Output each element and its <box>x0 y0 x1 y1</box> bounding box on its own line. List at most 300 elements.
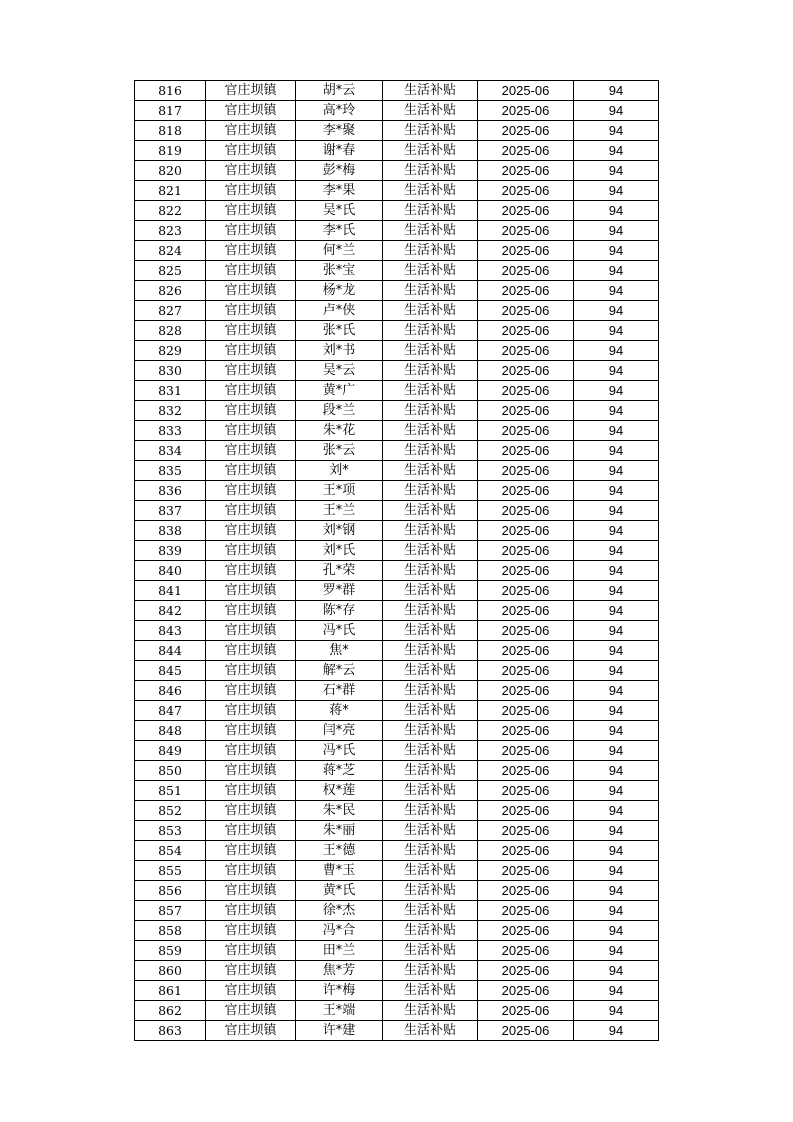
table-row <box>135 601 659 621</box>
month-cell: 2025-06 <box>478 981 574 1001</box>
amount-cell: 94 <box>574 81 659 101</box>
table-row <box>135 681 659 701</box>
row-number-cell: 832 <box>135 401 206 421</box>
subsidy-type-cell: 生活补贴 <box>383 741 478 761</box>
name-cell: 解*云 <box>296 661 383 681</box>
amount-cell: 94 <box>574 461 659 481</box>
row-number-cell: 863 <box>135 1021 206 1041</box>
amount-cell: 94 <box>574 521 659 541</box>
table-row <box>135 881 659 901</box>
row-number-cell: 818 <box>135 121 206 141</box>
amount-cell: 94 <box>574 221 659 241</box>
subsidy-table <box>134 80 659 1041</box>
name-cell: 吴*云 <box>296 361 383 381</box>
table-row <box>135 81 659 101</box>
table-row <box>135 721 659 741</box>
month-cell: 2025-06 <box>478 201 574 221</box>
row-number-cell: 853 <box>135 821 206 841</box>
name-cell: 许*建 <box>296 1021 383 1041</box>
month-cell: 2025-06 <box>478 281 574 301</box>
month-cell: 2025-06 <box>478 341 574 361</box>
subsidy-type-cell: 生活补贴 <box>383 301 478 321</box>
town-cell: 官庄坝镇 <box>206 441 296 461</box>
name-cell: 段*兰 <box>296 401 383 421</box>
subsidy-type-cell: 生活补贴 <box>383 721 478 741</box>
town-cell: 官庄坝镇 <box>206 901 296 921</box>
subsidy-type-cell: 生活补贴 <box>383 181 478 201</box>
row-number-cell: 822 <box>135 201 206 221</box>
table-row <box>135 281 659 301</box>
table-row <box>135 941 659 961</box>
amount-cell: 94 <box>574 781 659 801</box>
town-cell: 官庄坝镇 <box>206 861 296 881</box>
row-number-cell: 845 <box>135 661 206 681</box>
amount-cell: 94 <box>574 921 659 941</box>
town-cell: 官庄坝镇 <box>206 841 296 861</box>
name-cell: 杨*龙 <box>296 281 383 301</box>
town-cell: 官庄坝镇 <box>206 461 296 481</box>
subsidy-type-cell: 生活补贴 <box>383 201 478 221</box>
row-number-cell: 829 <box>135 341 206 361</box>
row-number-cell: 820 <box>135 161 206 181</box>
month-cell: 2025-06 <box>478 241 574 261</box>
subsidy-type-cell: 生活补贴 <box>383 361 478 381</box>
town-cell: 官庄坝镇 <box>206 541 296 561</box>
subsidy-type-cell: 生活补贴 <box>383 701 478 721</box>
name-cell: 黄*广 <box>296 381 383 401</box>
month-cell: 2025-06 <box>478 881 574 901</box>
name-cell: 刘*书 <box>296 341 383 361</box>
month-cell: 2025-06 <box>478 441 574 461</box>
month-cell: 2025-06 <box>478 221 574 241</box>
amount-cell: 94 <box>574 1021 659 1041</box>
month-cell: 2025-06 <box>478 821 574 841</box>
month-cell: 2025-06 <box>478 481 574 501</box>
name-cell: 闫*亮 <box>296 721 383 741</box>
table-row <box>135 621 659 641</box>
table-row <box>135 321 659 341</box>
table-row <box>135 401 659 421</box>
amount-cell: 94 <box>574 701 659 721</box>
month-cell: 2025-06 <box>478 721 574 741</box>
table-row <box>135 141 659 161</box>
month-cell: 2025-06 <box>478 781 574 801</box>
table-row <box>135 261 659 281</box>
table-row <box>135 741 659 761</box>
name-cell: 吴*氏 <box>296 201 383 221</box>
table-row <box>135 981 659 1001</box>
town-cell: 官庄坝镇 <box>206 581 296 601</box>
amount-cell: 94 <box>574 501 659 521</box>
amount-cell: 94 <box>574 981 659 1001</box>
town-cell: 官庄坝镇 <box>206 281 296 301</box>
amount-cell: 94 <box>574 321 659 341</box>
town-cell: 官庄坝镇 <box>206 141 296 161</box>
month-cell: 2025-06 <box>478 141 574 161</box>
month-cell: 2025-06 <box>478 741 574 761</box>
month-cell: 2025-06 <box>478 161 574 181</box>
name-cell: 张*氏 <box>296 321 383 341</box>
month-cell: 2025-06 <box>478 101 574 121</box>
town-cell: 官庄坝镇 <box>206 241 296 261</box>
town-cell: 官庄坝镇 <box>206 361 296 381</box>
row-number-cell: 856 <box>135 881 206 901</box>
month-cell: 2025-06 <box>478 1021 574 1041</box>
row-number-cell: 836 <box>135 481 206 501</box>
town-cell: 官庄坝镇 <box>206 101 296 121</box>
amount-cell: 94 <box>574 381 659 401</box>
amount-cell: 94 <box>574 641 659 661</box>
name-cell: 孔*荣 <box>296 561 383 581</box>
name-cell: 李*氏 <box>296 221 383 241</box>
table-row <box>135 501 659 521</box>
town-cell: 官庄坝镇 <box>206 721 296 741</box>
town-cell: 官庄坝镇 <box>206 701 296 721</box>
month-cell: 2025-06 <box>478 361 574 381</box>
town-cell: 官庄坝镇 <box>206 821 296 841</box>
name-cell: 王*端 <box>296 1001 383 1021</box>
name-cell: 田*兰 <box>296 941 383 961</box>
name-cell: 蒋*芝 <box>296 761 383 781</box>
table-row <box>135 361 659 381</box>
name-cell: 王*项 <box>296 481 383 501</box>
row-number-cell: 838 <box>135 521 206 541</box>
amount-cell: 94 <box>574 261 659 281</box>
table-body <box>135 81 659 1041</box>
table-row <box>135 461 659 481</box>
table-row <box>135 901 659 921</box>
row-number-cell: 831 <box>135 381 206 401</box>
amount-cell: 94 <box>574 941 659 961</box>
month-cell: 2025-06 <box>478 961 574 981</box>
row-number-cell: 842 <box>135 601 206 621</box>
row-number-cell: 826 <box>135 281 206 301</box>
table-row <box>135 641 659 661</box>
table-row <box>135 661 659 681</box>
table-row <box>135 761 659 781</box>
row-number-cell: 817 <box>135 101 206 121</box>
table-row <box>135 341 659 361</box>
month-cell: 2025-06 <box>478 121 574 141</box>
subsidy-type-cell: 生活补贴 <box>383 541 478 561</box>
row-number-cell: 844 <box>135 641 206 661</box>
amount-cell: 94 <box>574 801 659 821</box>
name-cell: 刘*钢 <box>296 521 383 541</box>
row-number-cell: 847 <box>135 701 206 721</box>
town-cell: 官庄坝镇 <box>206 421 296 441</box>
row-number-cell: 827 <box>135 301 206 321</box>
row-number-cell: 828 <box>135 321 206 341</box>
subsidy-type-cell: 生活补贴 <box>383 841 478 861</box>
table-row <box>135 381 659 401</box>
subsidy-type-cell: 生活补贴 <box>383 881 478 901</box>
town-cell: 官庄坝镇 <box>206 381 296 401</box>
name-cell: 王*兰 <box>296 501 383 521</box>
town-cell: 官庄坝镇 <box>206 741 296 761</box>
town-cell: 官庄坝镇 <box>206 981 296 1001</box>
name-cell: 朱*丽 <box>296 821 383 841</box>
town-cell: 官庄坝镇 <box>206 961 296 981</box>
amount-cell: 94 <box>574 121 659 141</box>
subsidy-type-cell: 生活补贴 <box>383 941 478 961</box>
month-cell: 2025-06 <box>478 421 574 441</box>
amount-cell: 94 <box>574 901 659 921</box>
town-cell: 官庄坝镇 <box>206 121 296 141</box>
month-cell: 2025-06 <box>478 1001 574 1021</box>
month-cell: 2025-06 <box>478 861 574 881</box>
subsidy-type-cell: 生活补贴 <box>383 641 478 661</box>
month-cell: 2025-06 <box>478 901 574 921</box>
subsidy-type-cell: 生活补贴 <box>383 441 478 461</box>
subsidy-type-cell: 生活补贴 <box>383 861 478 881</box>
name-cell: 谢*春 <box>296 141 383 161</box>
row-number-cell: 859 <box>135 941 206 961</box>
name-cell: 王*德 <box>296 841 383 861</box>
amount-cell: 94 <box>574 401 659 421</box>
amount-cell: 94 <box>574 961 659 981</box>
amount-cell: 94 <box>574 721 659 741</box>
table-row <box>135 101 659 121</box>
amount-cell: 94 <box>574 881 659 901</box>
table-row <box>135 701 659 721</box>
row-number-cell: 854 <box>135 841 206 861</box>
name-cell: 彭*梅 <box>296 161 383 181</box>
name-cell: 蒋* <box>296 701 383 721</box>
row-number-cell: 830 <box>135 361 206 381</box>
subsidy-type-cell: 生活补贴 <box>383 321 478 341</box>
month-cell: 2025-06 <box>478 641 574 661</box>
subsidy-type-cell: 生活补贴 <box>383 801 478 821</box>
name-cell: 冯*合 <box>296 921 383 941</box>
subsidy-type-cell: 生活补贴 <box>383 1001 478 1021</box>
name-cell: 何*兰 <box>296 241 383 261</box>
month-cell: 2025-06 <box>478 661 574 681</box>
table-row <box>135 561 659 581</box>
town-cell: 官庄坝镇 <box>206 221 296 241</box>
town-cell: 官庄坝镇 <box>206 81 296 101</box>
row-number-cell: 850 <box>135 761 206 781</box>
name-cell: 许*梅 <box>296 981 383 1001</box>
name-cell: 李*聚 <box>296 121 383 141</box>
month-cell: 2025-06 <box>478 521 574 541</box>
town-cell: 官庄坝镇 <box>206 781 296 801</box>
month-cell: 2025-06 <box>478 921 574 941</box>
subsidy-type-cell: 生活补贴 <box>383 681 478 701</box>
amount-cell: 94 <box>574 421 659 441</box>
row-number-cell: 846 <box>135 681 206 701</box>
subsidy-type-cell: 生活补贴 <box>383 101 478 121</box>
month-cell: 2025-06 <box>478 501 574 521</box>
amount-cell: 94 <box>574 821 659 841</box>
town-cell: 官庄坝镇 <box>206 641 296 661</box>
subsidy-type-cell: 生活补贴 <box>383 221 478 241</box>
town-cell: 官庄坝镇 <box>206 161 296 181</box>
name-cell: 黄*氏 <box>296 881 383 901</box>
row-number-cell: 824 <box>135 241 206 261</box>
row-number-cell: 825 <box>135 261 206 281</box>
row-number-cell: 855 <box>135 861 206 881</box>
table-row <box>135 921 659 941</box>
town-cell: 官庄坝镇 <box>206 301 296 321</box>
table-row <box>135 481 659 501</box>
table-row <box>135 821 659 841</box>
town-cell: 官庄坝镇 <box>206 601 296 621</box>
subsidy-type-cell: 生活补贴 <box>383 1021 478 1041</box>
table-row <box>135 221 659 241</box>
row-number-cell: 857 <box>135 901 206 921</box>
table-row <box>135 541 659 561</box>
month-cell: 2025-06 <box>478 81 574 101</box>
name-cell: 李*果 <box>296 181 383 201</box>
name-cell: 陈*存 <box>296 601 383 621</box>
table-row <box>135 301 659 321</box>
name-cell: 冯*氏 <box>296 741 383 761</box>
month-cell: 2025-06 <box>478 621 574 641</box>
town-cell: 官庄坝镇 <box>206 401 296 421</box>
row-number-cell: 848 <box>135 721 206 741</box>
amount-cell: 94 <box>574 161 659 181</box>
subsidy-type-cell: 生活补贴 <box>383 121 478 141</box>
month-cell: 2025-06 <box>478 541 574 561</box>
amount-cell: 94 <box>574 761 659 781</box>
table-row <box>135 1001 659 1021</box>
town-cell: 官庄坝镇 <box>206 941 296 961</box>
subsidy-type-cell: 生活补贴 <box>383 281 478 301</box>
name-cell: 焦*芳 <box>296 961 383 981</box>
amount-cell: 94 <box>574 661 659 681</box>
amount-cell: 94 <box>574 1001 659 1021</box>
amount-cell: 94 <box>574 741 659 761</box>
subsidy-type-cell: 生活补贴 <box>383 241 478 261</box>
month-cell: 2025-06 <box>478 941 574 961</box>
subsidy-type-cell: 生活补贴 <box>383 81 478 101</box>
name-cell: 刘* <box>296 461 383 481</box>
amount-cell: 94 <box>574 441 659 461</box>
town-cell: 官庄坝镇 <box>206 921 296 941</box>
name-cell: 曹*玉 <box>296 861 383 881</box>
row-number-cell: 852 <box>135 801 206 821</box>
name-cell: 权*莲 <box>296 781 383 801</box>
town-cell: 官庄坝镇 <box>206 341 296 361</box>
town-cell: 官庄坝镇 <box>206 681 296 701</box>
amount-cell: 94 <box>574 201 659 221</box>
town-cell: 官庄坝镇 <box>206 1001 296 1021</box>
subsidy-type-cell: 生活补贴 <box>383 821 478 841</box>
subsidy-type-cell: 生活补贴 <box>383 581 478 601</box>
name-cell: 高*玲 <box>296 101 383 121</box>
table-row <box>135 521 659 541</box>
amount-cell: 94 <box>574 581 659 601</box>
subsidy-type-cell: 生活补贴 <box>383 401 478 421</box>
town-cell: 官庄坝镇 <box>206 261 296 281</box>
town-cell: 官庄坝镇 <box>206 1021 296 1041</box>
table-row <box>135 161 659 181</box>
row-number-cell: 861 <box>135 981 206 1001</box>
amount-cell: 94 <box>574 481 659 501</box>
row-number-cell: 839 <box>135 541 206 561</box>
amount-cell: 94 <box>574 341 659 361</box>
town-cell: 官庄坝镇 <box>206 621 296 641</box>
town-cell: 官庄坝镇 <box>206 481 296 501</box>
name-cell: 石*群 <box>296 681 383 701</box>
amount-cell: 94 <box>574 841 659 861</box>
month-cell: 2025-06 <box>478 401 574 421</box>
town-cell: 官庄坝镇 <box>206 521 296 541</box>
table-row <box>135 441 659 461</box>
month-cell: 2025-06 <box>478 321 574 341</box>
table-row <box>135 241 659 261</box>
month-cell: 2025-06 <box>478 801 574 821</box>
name-cell: 焦* <box>296 641 383 661</box>
month-cell: 2025-06 <box>478 561 574 581</box>
month-cell: 2025-06 <box>478 581 574 601</box>
town-cell: 官庄坝镇 <box>206 181 296 201</box>
subsidy-type-cell: 生活补贴 <box>383 901 478 921</box>
subsidy-type-cell: 生活补贴 <box>383 761 478 781</box>
subsidy-type-cell: 生活补贴 <box>383 381 478 401</box>
town-cell: 官庄坝镇 <box>206 801 296 821</box>
row-number-cell: 851 <box>135 781 206 801</box>
subsidy-type-cell: 生活补贴 <box>383 781 478 801</box>
name-cell: 朱*民 <box>296 801 383 821</box>
row-number-cell: 834 <box>135 441 206 461</box>
amount-cell: 94 <box>574 281 659 301</box>
table-row <box>135 781 659 801</box>
amount-cell: 94 <box>574 361 659 381</box>
table-row <box>135 201 659 221</box>
subsidy-type-cell: 生活补贴 <box>383 261 478 281</box>
amount-cell: 94 <box>574 861 659 881</box>
month-cell: 2025-06 <box>478 761 574 781</box>
row-number-cell: 860 <box>135 961 206 981</box>
table-row <box>135 1021 659 1041</box>
table-row <box>135 861 659 881</box>
table-row <box>135 801 659 821</box>
name-cell: 罗*群 <box>296 581 383 601</box>
subsidy-type-cell: 生活补贴 <box>383 501 478 521</box>
row-number-cell: 849 <box>135 741 206 761</box>
amount-cell: 94 <box>574 561 659 581</box>
town-cell: 官庄坝镇 <box>206 321 296 341</box>
subsidy-type-cell: 生活补贴 <box>383 521 478 541</box>
amount-cell: 94 <box>574 101 659 121</box>
name-cell: 张*宝 <box>296 261 383 281</box>
amount-cell: 94 <box>574 541 659 561</box>
month-cell: 2025-06 <box>478 261 574 281</box>
amount-cell: 94 <box>574 621 659 641</box>
amount-cell: 94 <box>574 301 659 321</box>
row-number-cell: 862 <box>135 1001 206 1021</box>
name-cell: 刘*氏 <box>296 541 383 561</box>
table-row <box>135 121 659 141</box>
subsidy-type-cell: 生活补贴 <box>383 421 478 441</box>
table-row <box>135 581 659 601</box>
month-cell: 2025-06 <box>478 681 574 701</box>
row-number-cell: 837 <box>135 501 206 521</box>
town-cell: 官庄坝镇 <box>206 201 296 221</box>
row-number-cell: 821 <box>135 181 206 201</box>
row-number-cell: 841 <box>135 581 206 601</box>
row-number-cell: 835 <box>135 461 206 481</box>
row-number-cell: 840 <box>135 561 206 581</box>
row-number-cell: 823 <box>135 221 206 241</box>
amount-cell: 94 <box>574 141 659 161</box>
subsidy-type-cell: 生活补贴 <box>383 601 478 621</box>
subsidy-type-cell: 生活补贴 <box>383 461 478 481</box>
name-cell: 朱*花 <box>296 421 383 441</box>
subsidy-type-cell: 生活补贴 <box>383 981 478 1001</box>
month-cell: 2025-06 <box>478 701 574 721</box>
